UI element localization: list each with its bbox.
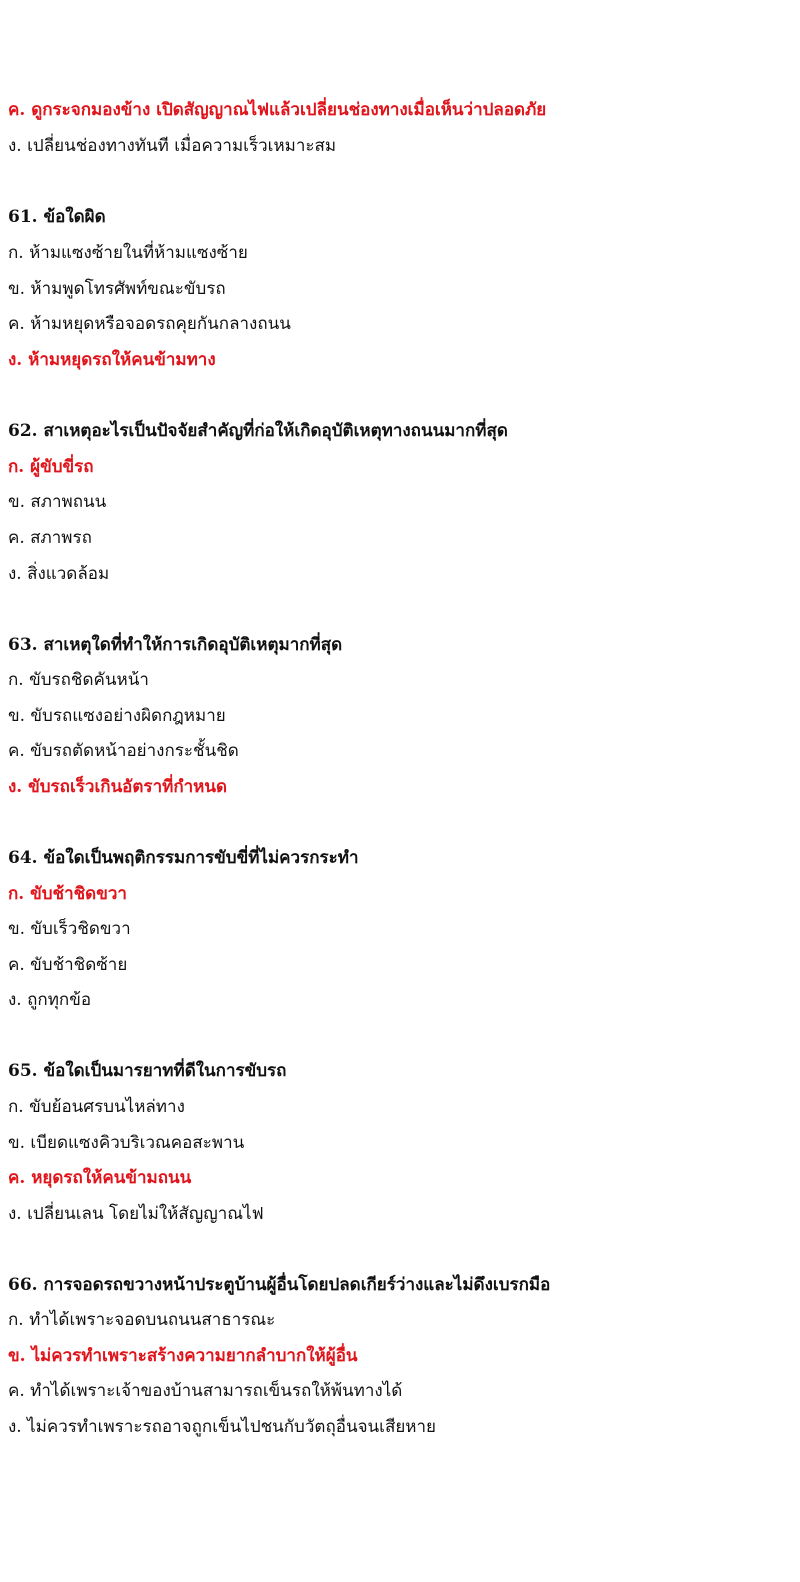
carryover-option-d: ง. เปลี่ยนช่องทางทันที เมื่อความเร็วเหมาะสม [8,136,337,156]
question-65-option-b: ข. เบียดแซงคิวบริเวณคอสะพาน [8,1133,245,1153]
question-62-option-b: ข. สภาพถนน [8,492,107,512]
question-65-option-c-correct: ค. หยุดรถให้คนข้ามถนน [8,1168,192,1188]
question-62-text: 62. สาเหตุอะไรเป็นปัจจัยสำคัญที่ก่อให้เกิดอุบัติเหตุทางถนนมากที่สุด [8,421,508,441]
question-63-option-d-correct: ง. ขับรถเร็วเกินอัตราที่กำหนด [8,777,228,797]
question-65-option-a: ก. ขับย้อนศรบนไหล่ทาง [8,1097,185,1117]
question-62-option-d: ง. สิ่งแวดล้อม [8,564,110,584]
question-61-option-c: ค. ห้ามหยุดหรือจอดรถคุยกันกลางถนน [8,314,291,334]
question-63-option-c: ค. ขับรถตัดหน้าอย่างกระชั้นชิด [8,741,239,761]
question-61-option-b: ข. ห้ามพูดโทรศัพท์ขณะขับรถ [8,279,226,299]
question-62-option-c: ค. สภาพรถ [8,528,92,548]
carryover-correct-answer: ค. ดูกระจกมองข้าง เปิดสัญญาณไฟแล้วเปลี่ยนช่องทางเมื่อเห็นว่าปลอดภัย [8,100,547,120]
question-64-option-b: ข. ขับเร็วชิดขวา [8,919,131,939]
question-63-text: 63. สาเหตุใดที่ทำให้การเกิดอุบัติเหตุมากที่สุด [8,635,343,655]
question-64-option-c: ค. ขับช้าชิดซ้าย [8,955,128,975]
question-61-option-a: ก. ห้ามแซงซ้ายในที่ห้ามแซงซ้าย [8,243,248,263]
question-65-option-d: ง. เปลี่ยนเลน โดยไม่ให้สัญญาณไฟ [8,1204,264,1224]
question-64-text: 64. ข้อใดเป็นพฤติกรรมการขับขี่ที่ไม่ควรกระทำ [8,848,359,868]
question-65-text: 65. ข้อใดเป็นมารยาทที่ดีในการขับรถ [8,1061,287,1081]
question-61-option-d-correct: ง. ห้ามหยุดรถให้คนข้ามทาง [8,350,216,370]
question-66-text: 66. การจอดรถขวางหน้าประตูบ้านผู้อื่นโดยปลดเกียร์ว่างและไม่ดึงเบรกมือ [8,1275,551,1295]
question-63-option-b: ข. ขับรถแซงอย่างผิดกฎหมาย [8,706,226,726]
question-66-option-b-correct: ข. ไม่ควรทำเพราะสร้างความยากลำบากให้ผู้อื่น [8,1346,358,1366]
question-61-text: 61. ข้อใดผิด [8,207,106,227]
question-66-option-c: ค. ทำได้เพราะเจ้าของบ้านสามารถเข็นรถให้พ้นทางได้ [8,1381,403,1401]
question-66-option-a: ก. ทำได้เพราะจอดบนถนนสาธารณะ [8,1310,276,1330]
question-66-option-d: ง. ไม่ควรทำเพราะรถอาจถูกเข็นไปชนกับวัตถุอื่นจนเสียหาย [8,1417,437,1437]
question-63-option-a: ก. ขับรถชิดคันหน้า [8,670,149,690]
question-64-option-d: ง. ถูกทุกข้อ [8,990,92,1010]
question-62-option-a-correct: ก. ผู้ขับขี่รถ [8,457,94,477]
question-64-option-a-correct: ก. ขับช้าชิดขวา [8,884,127,904]
